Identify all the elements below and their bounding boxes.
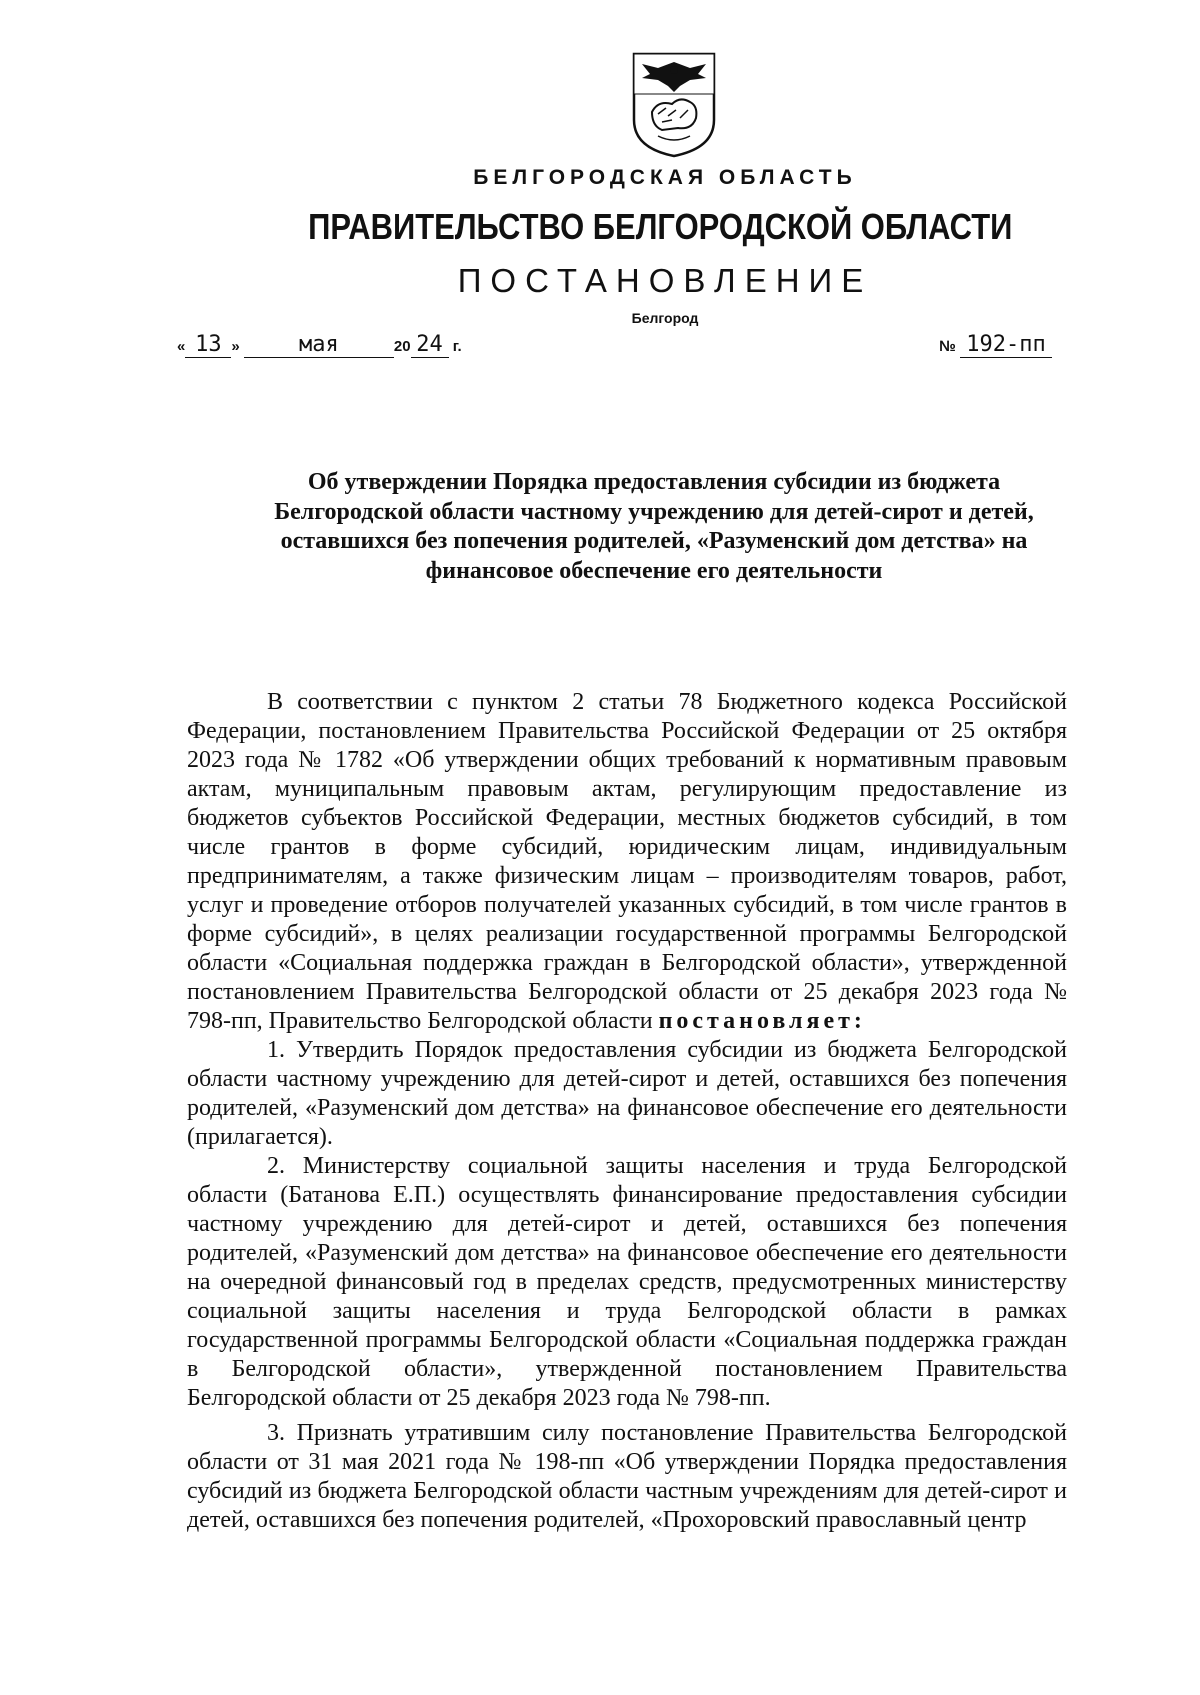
resolves-word: постановляет:	[658, 1008, 866, 1034]
city-name: Белгород	[631, 310, 699, 326]
document-date	[177, 332, 462, 358]
date-year-suffix: 24	[411, 332, 449, 358]
preamble-paragraph	[187, 688, 1067, 1036]
number-value: 192-пп	[960, 332, 1052, 358]
preamble-text: В соответствии с пунктом 2 статьи 78 Бюджетного кодекса Российской Федерации, постановлением Правительства Российской Федерации от 25 октября 2023 года № 1782 «Об утверждении общих требований к нормативным правовым актам, муниципальным правовым актам, регулирующим предоставление из бюджетов субъектов Российской Федерации, местных бюджетов субсидий, в том числе грантов в форме субсидий, юридическим лицам, индивидуальным предпринимателям, а также физическим лицам – производителям товаров, работ, услуг и проведение отборов получателей указанных субсидий, в том числе грантов в форме субсидий», в целях реализации государственной программы Белгородской области «Социальная поддержка граждан в Белгородской области», утвержденной постановлением Правительства Белгородской области от 25 декабря 2023 года № 798-пп, Правительство Белгородской области	[187, 689, 1067, 1034]
date-close-quote: »	[231, 338, 240, 355]
region-name: БЕЛГОРОДСКАЯ ОБЛАСТЬ	[473, 166, 857, 189]
date-year-prefix: 20	[393, 338, 411, 355]
document-number	[939, 332, 1052, 358]
coat-of-arms-icon	[628, 50, 720, 160]
number-sign: №	[939, 338, 956, 355]
point-3: 3. Признать утратившим силу постановление Правительства Белгородской области от 31 мая 2021 года № 198-пп «Об утверждении Порядка предоставления субсидий из бюджета Белгородской области частным учреждениям для детей-сирот и детей, оставшихся без попечения родителей, «Прохоровский православный центр	[187, 1420, 1067, 1533]
date-day: 13	[185, 332, 231, 358]
point-2: 2. Министерству социальной защиты населения и труда Белгородской области (Батанова Е.П.) осуществлять финансирование предоставления субсидии частному учреждению для детей-сирот и детей, оставшихся без попечения родителей, «Разуменский дом детства» на финансовое обеспечение его деятельности на очередной финансовый год в пределах средств, предусмотренных министерству социальной защиты населения и труда Белгородской области в рамках государственной программы Белгородской области «Социальная поддержка граждан в Белгородской области», утвержденной постановлением Правительства Белгородской области от 25 декабря 2023 года № 798-пп.	[187, 1153, 1067, 1411]
date-month: мая	[244, 332, 394, 358]
date-open-quote: «	[177, 338, 186, 355]
government-name: ПРАВИТЕЛЬСТВО БЕЛГОРОДСКОЙ ОБЛАСТИ	[308, 206, 1013, 247]
document-body	[187, 688, 1067, 1535]
document-title: Об утверждении Порядка предоставления субсидии из бюджета Белгородской области частному учреждению для детей-сирот и детей, оставшихся без попечения родителей, «Разуменский дом детства» на финансовое обеспечение его деятельности	[274, 469, 1034, 584]
document-type: ПОСТАНОВЛЕНИЕ	[457, 262, 873, 299]
date-year-abbr: г.	[452, 338, 462, 355]
point-1: 1. Утвердить Порядок предоставления субсидии из бюджета Белгородской области частному учреждению для детей-сирот и детей, оставшихся без попечения родителей, «Разуменский дом детства» на финансовое обеспечение его деятельности (прилагается).	[187, 1037, 1067, 1150]
